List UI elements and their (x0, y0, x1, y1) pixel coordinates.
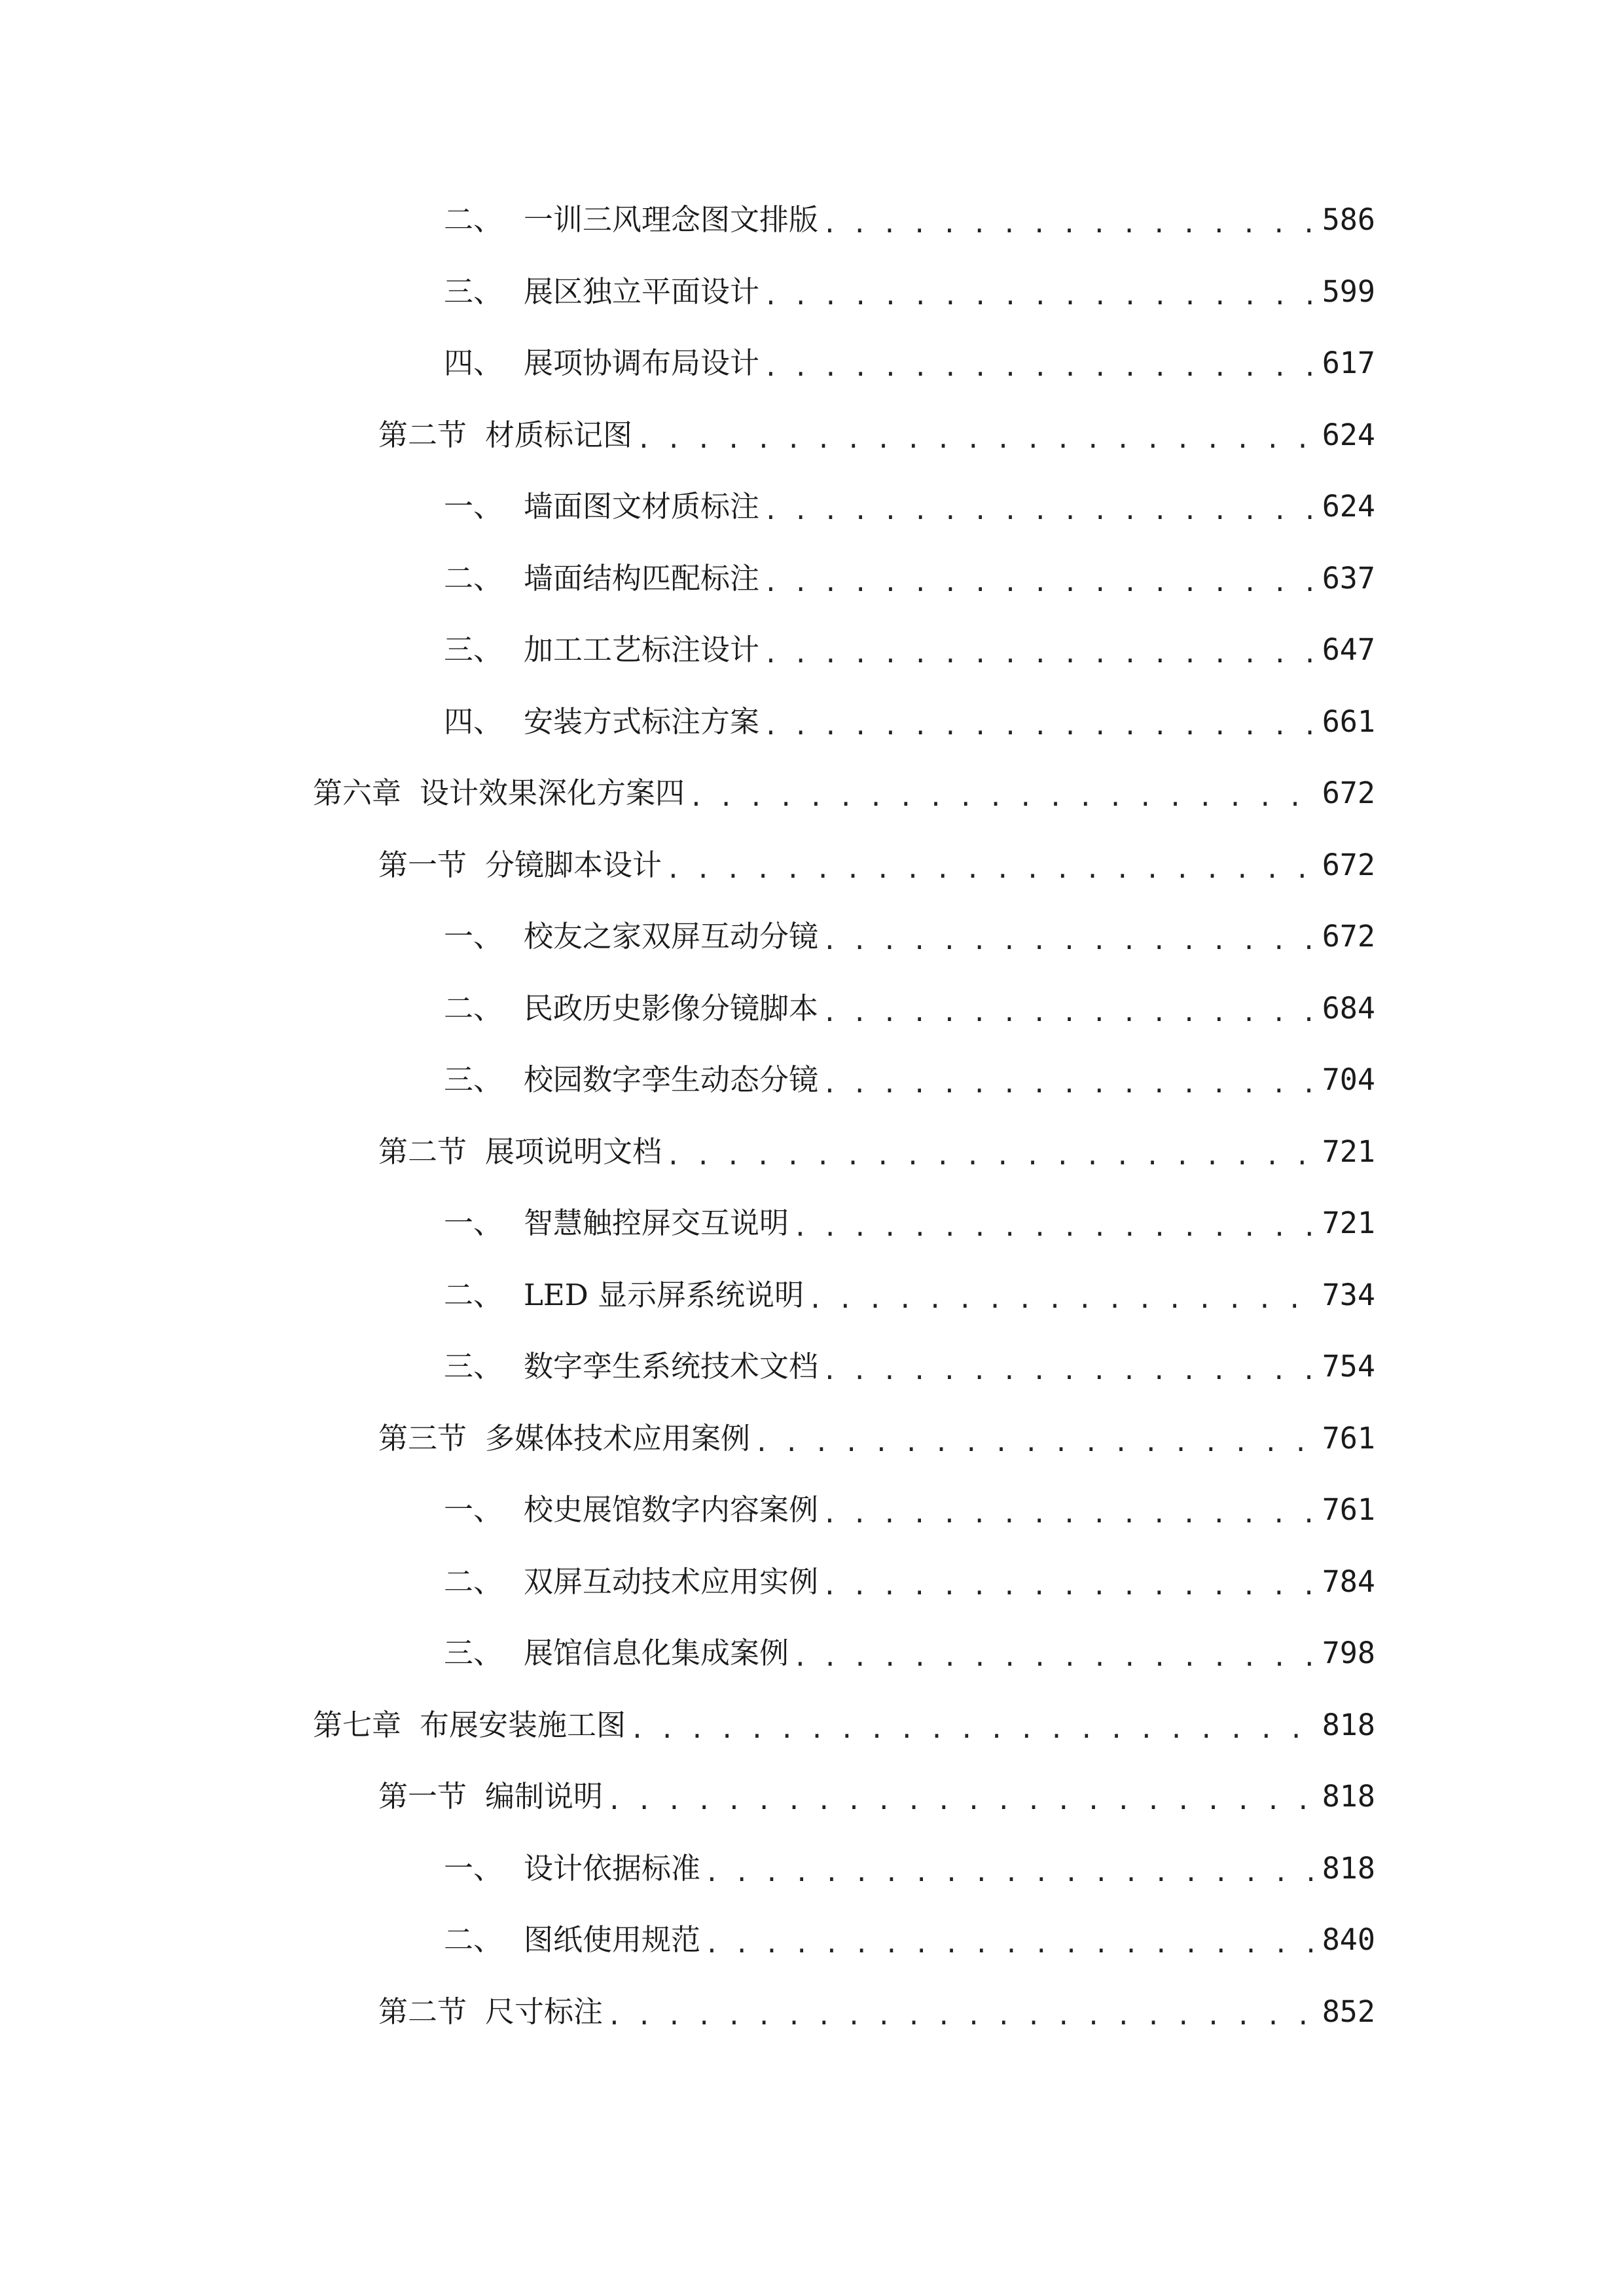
toc-entry-page: 672 (1322, 848, 1375, 882)
toc-entry-page: 840 (1322, 1922, 1375, 1957)
toc-entry-title: 展馆信息化集成案例 (524, 1636, 789, 1670)
toc-entry-title: 墙面图文材质标注 (524, 489, 760, 524)
toc-entry-number: 一、 (444, 1492, 503, 1527)
dot-leader (666, 1130, 1318, 1182)
toc-entry-title: 墙面结构匹配标注 (524, 561, 760, 596)
dot-leader (630, 1703, 1318, 1755)
toc-entry[interactable] (444, 1556, 1375, 1608)
toc-entry-number: 第七章 (313, 1708, 402, 1742)
toc-entry-page: 704 (1322, 1062, 1375, 1097)
toc-entry-number: 三、 (444, 1349, 503, 1384)
toc-entry-page: 647 (1322, 632, 1375, 667)
toc-entry-title: 布展安装施工图 (420, 1708, 626, 1742)
dot-leader (822, 986, 1318, 1039)
toc-entry[interactable] (444, 624, 1375, 676)
dot-leader (607, 1774, 1318, 1827)
toc-entry-title: 一训三风理念图文排版 (524, 202, 819, 237)
dot-leader (763, 341, 1318, 393)
toc-entry-number: 一、 (444, 1206, 503, 1240)
toc-entry-number: 二、 (444, 202, 503, 237)
dot-leader (793, 1631, 1318, 1683)
dot-leader (607, 1990, 1318, 2042)
dot-leader (822, 914, 1318, 967)
toc-entry-page: 761 (1322, 1421, 1375, 1456)
toc-entry[interactable] (444, 552, 1375, 605)
toc-chapter-entry[interactable] (313, 1699, 1375, 1751)
toc-entry[interactable] (444, 1197, 1375, 1249)
toc-entry-number: 第一节 (378, 848, 467, 882)
toc-entry-number: 第二节 (378, 1134, 467, 1169)
dot-leader (822, 1560, 1318, 1612)
toc-entry-title: 材质标记图 (485, 418, 633, 452)
dot-leader (689, 771, 1318, 823)
toc-entry[interactable] (444, 1054, 1375, 1106)
toc-entry-title: 安装方式标注方案 (524, 704, 760, 739)
dot-leader (822, 1058, 1318, 1110)
toc-entry-title: 展项说明文档 (485, 1134, 662, 1169)
toc-entry[interactable] (444, 1340, 1375, 1393)
toc-entry-number: 二、 (444, 1564, 503, 1599)
toc-entry-title: 设计依据标准 (524, 1851, 701, 1886)
toc-entry-title: 数字孪生系统技术文档 (524, 1349, 819, 1384)
toc-entry-title: 校园数字孪生动态分镜 (524, 1062, 819, 1097)
toc-entry-number: 三、 (444, 274, 503, 309)
toc-entry-page: 599 (1322, 274, 1375, 309)
toc-entry-title: 编制说明 (485, 1779, 604, 1814)
toc-entry[interactable] (444, 1914, 1375, 1966)
toc-entry-page: 784 (1322, 1564, 1375, 1599)
toc-entry-title: 尺寸标注 (485, 1994, 604, 2029)
toc-entry-number: 三、 (444, 1636, 503, 1670)
dot-leader (704, 1918, 1318, 1970)
toc-entry-title: 智慧触控屏交互说明 (524, 1206, 789, 1240)
dot-leader (808, 1273, 1318, 1325)
dot-leader (822, 1344, 1318, 1397)
toc-entry-page: 586 (1322, 202, 1375, 237)
toc-entry-title: 展项协调布局设计 (524, 346, 760, 380)
toc-entry[interactable] (444, 1627, 1375, 1679)
toc-chapter-entry[interactable] (313, 767, 1375, 819)
toc-entry-page: 661 (1322, 704, 1375, 739)
toc-entry-page: 721 (1322, 1206, 1375, 1240)
toc-entry-number: 第六章 (313, 776, 402, 810)
toc-entry-number: 一、 (444, 489, 503, 524)
toc-entry-page: 818 (1322, 1708, 1375, 1742)
toc-entry-title: 展区独立平面设计 (524, 274, 760, 309)
dot-leader (822, 198, 1318, 250)
toc-section-entry[interactable] (378, 1770, 1375, 1823)
toc-entry-title: 加工工艺标注设计 (524, 632, 760, 667)
toc-section-entry[interactable] (378, 409, 1375, 461)
toc-entry-title: 校史展馆数字内容案例 (524, 1492, 819, 1527)
toc-entry-title: 民政历史影像分镜脚本 (524, 991, 819, 1026)
toc-section-entry[interactable] (378, 839, 1375, 891)
toc-entry-page: 818 (1322, 1779, 1375, 1814)
toc-entry-title: LED 显示屏系统说明 (524, 1278, 804, 1312)
toc-entry[interactable] (444, 696, 1375, 748)
toc-section-entry[interactable] (378, 1412, 1375, 1465)
toc-entry-title: 多媒体技术应用案例 (485, 1421, 751, 1456)
toc-entry-page: 761 (1322, 1492, 1375, 1527)
toc-entry-number: 第二节 (378, 418, 467, 452)
dot-leader (763, 270, 1318, 322)
toc-entry-page: 734 (1322, 1278, 1375, 1312)
toc-entry-number: 二、 (444, 561, 503, 596)
toc-entry[interactable] (444, 194, 1375, 246)
toc-entry-title: 分镜脚本设计 (485, 848, 662, 882)
toc-entry[interactable] (444, 982, 1375, 1035)
dot-leader (763, 628, 1318, 680)
dot-leader (704, 1846, 1318, 1899)
toc-entry-number: 三、 (444, 1062, 503, 1097)
toc-entry[interactable] (444, 1842, 1375, 1895)
toc-entry-page: 798 (1322, 1636, 1375, 1670)
dot-leader (636, 413, 1318, 465)
dot-leader (666, 843, 1318, 895)
toc-entry-page: 818 (1322, 1851, 1375, 1886)
toc-entry-number: 四、 (444, 704, 503, 739)
toc-section-entry[interactable] (378, 1126, 1375, 1178)
toc-entry[interactable] (444, 1484, 1375, 1536)
toc-entry-number: 第三节 (378, 1421, 467, 1456)
dot-leader (763, 484, 1318, 537)
toc-entry-page: 754 (1322, 1349, 1375, 1384)
toc-entry-page: 624 (1322, 489, 1375, 524)
toc-entry-title: 设计效果深化方案四 (420, 776, 685, 810)
toc-entry-number: 二、 (444, 1278, 503, 1312)
toc-section-entry[interactable] (378, 1986, 1375, 2038)
toc-entry[interactable] (444, 480, 1375, 533)
toc-entry-page: 852 (1322, 1994, 1375, 2029)
dot-leader (793, 1201, 1318, 1253)
toc-entry-page: 637 (1322, 561, 1375, 596)
toc-entry[interactable] (444, 266, 1375, 318)
toc-entry-page: 684 (1322, 991, 1375, 1026)
toc-entry-page: 617 (1322, 346, 1375, 380)
toc-entry-number: 三、 (444, 632, 503, 667)
toc-entry-number: 四、 (444, 346, 503, 380)
toc-entry-number: 一、 (444, 1851, 503, 1886)
toc-entry-page: 624 (1322, 418, 1375, 452)
toc-entry-title: 校友之家双屏互动分镜 (524, 919, 819, 954)
toc-entry[interactable] (444, 337, 1375, 389)
toc-entry-page: 672 (1322, 776, 1375, 810)
toc-entry-number: 第一节 (378, 1779, 467, 1814)
dot-leader (822, 1488, 1318, 1540)
toc-entry-title: 图纸使用规范 (524, 1922, 701, 1957)
toc-entry-title: 双屏互动技术应用实例 (524, 1564, 819, 1599)
toc-entry-page: 672 (1322, 919, 1375, 954)
toc-entry[interactable] (444, 1269, 1375, 1321)
toc-entry-number: 一、 (444, 919, 503, 954)
dot-leader (763, 700, 1318, 752)
toc-entry-number: 二、 (444, 1922, 503, 1957)
toc-entry-number: 第二节 (378, 1994, 467, 2029)
toc-entry-page: 721 (1322, 1134, 1375, 1169)
dot-leader (754, 1416, 1318, 1469)
dot-leader (763, 556, 1318, 609)
toc-entry[interactable] (444, 910, 1375, 963)
toc-entry-number: 二、 (444, 991, 503, 1026)
